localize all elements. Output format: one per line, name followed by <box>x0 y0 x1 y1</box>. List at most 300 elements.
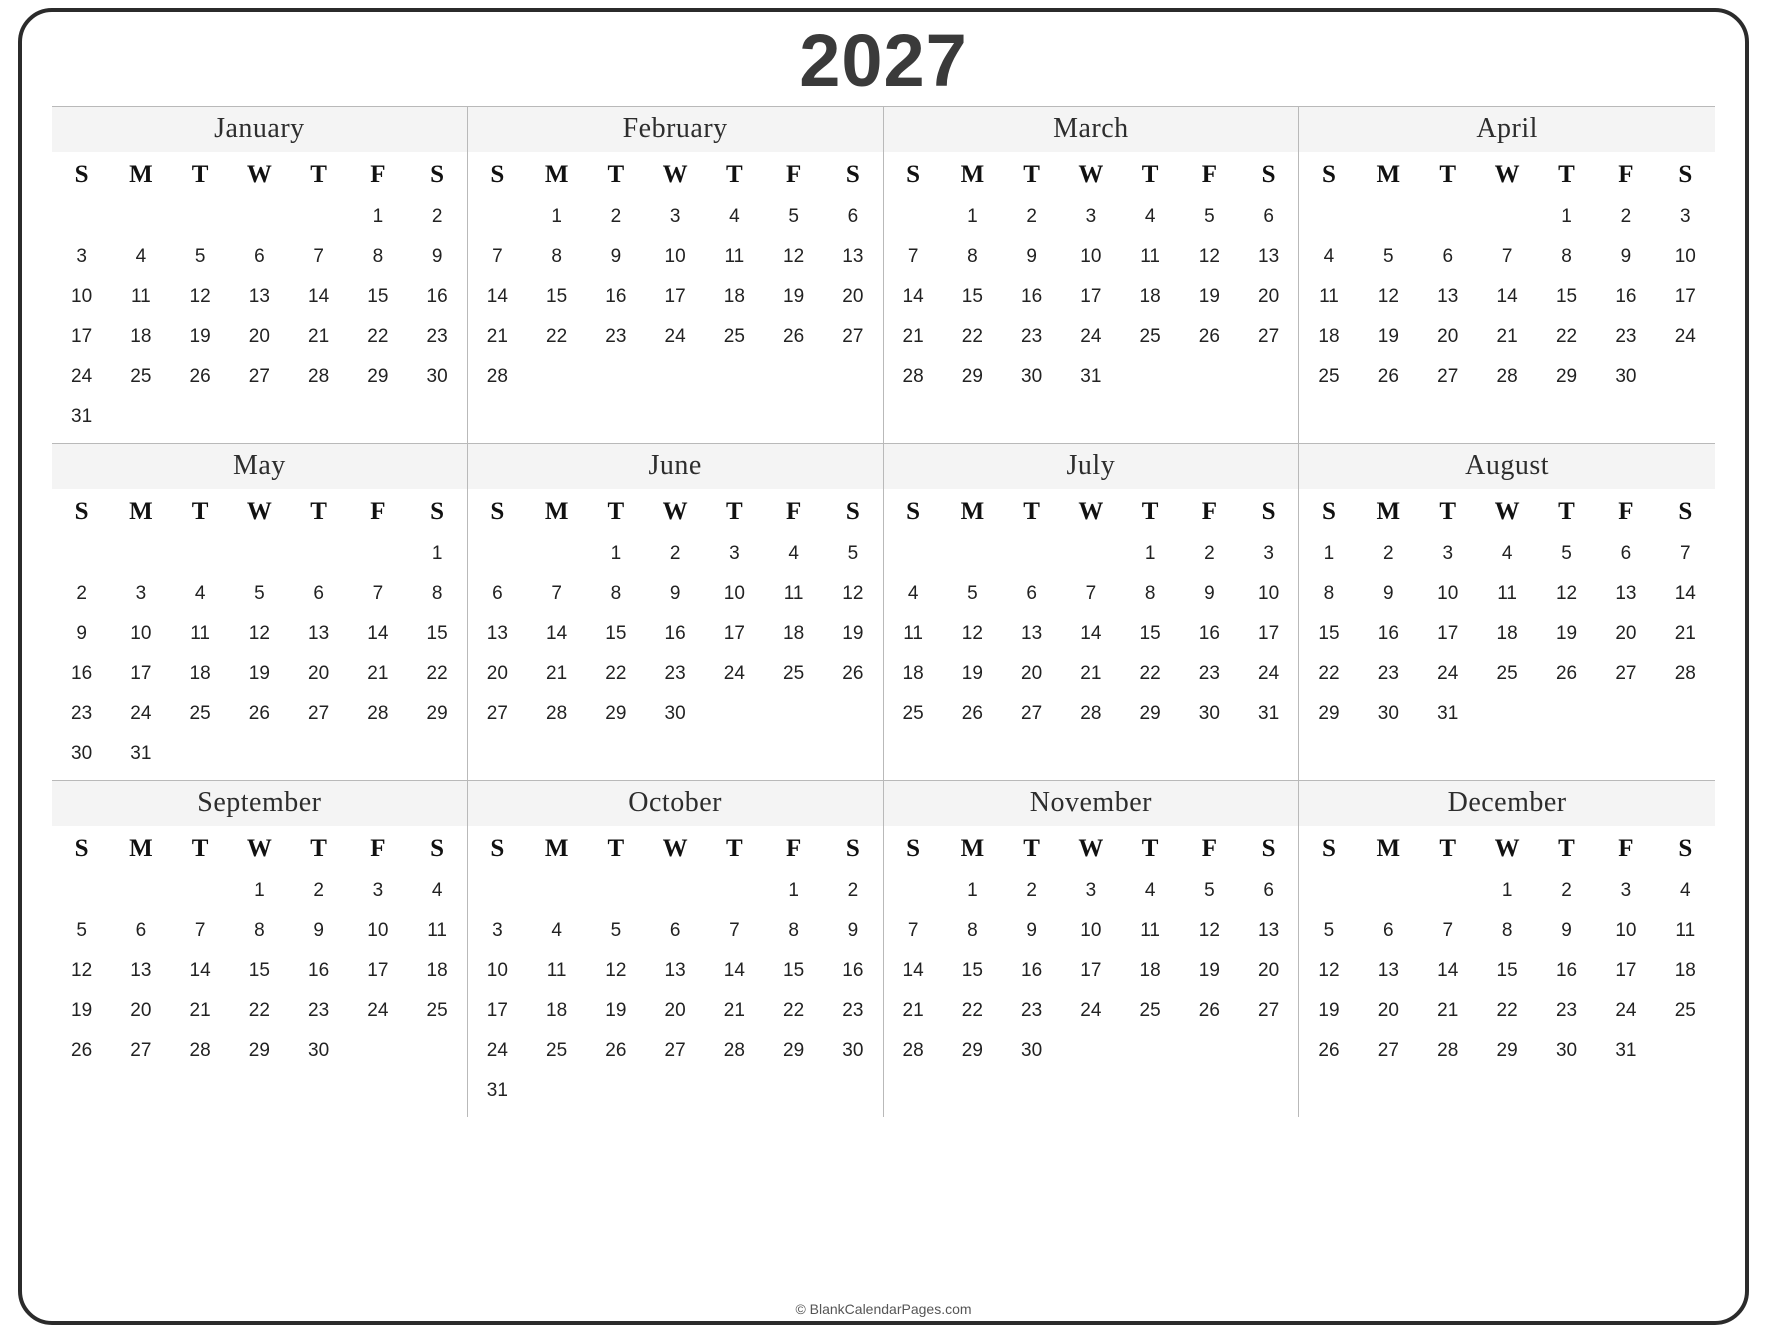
day-cell[interactable]: 5 <box>847 542 859 564</box>
day-cell[interactable]: 11 <box>546 959 567 981</box>
day-cell[interactable]: 17 <box>1080 959 1102 981</box>
day-cell[interactable]: 28 <box>1674 662 1696 684</box>
day-cell[interactable]: 1 <box>967 205 978 227</box>
day-cell[interactable]: 17 <box>1674 285 1696 307</box>
day-cell[interactable]: 13 <box>664 959 686 981</box>
day-cell[interactable]: 20 <box>130 999 152 1021</box>
day-cell[interactable]: 4 <box>729 205 740 227</box>
day-cell[interactable]: 17 <box>367 959 389 981</box>
day-cell[interactable]: 16 <box>664 622 686 644</box>
day-cell[interactable]: 4 <box>1144 879 1156 901</box>
day-cell[interactable]: 28 <box>546 702 568 724</box>
day-cell[interactable]: 30 <box>1198 702 1220 724</box>
day-cell[interactable]: 5 <box>254 582 265 604</box>
day-cell[interactable]: 2 <box>1204 542 1215 564</box>
day-cell[interactable]: 6 <box>1442 245 1454 267</box>
day-cell[interactable]: 28 <box>1437 1039 1459 1061</box>
day-cell[interactable]: 27 <box>1258 999 1280 1021</box>
day-cell[interactable]: 24 <box>723 662 745 684</box>
day-cell[interactable]: 25 <box>723 325 745 347</box>
day-cell[interactable]: 19 <box>842 622 864 644</box>
day-cell[interactable]: 17 <box>1615 959 1637 981</box>
day-cell[interactable]: 20 <box>1437 325 1459 347</box>
day-cell[interactable]: 23 <box>664 662 686 684</box>
day-cell[interactable]: 26 <box>189 365 211 387</box>
day-cell[interactable]: 9 <box>1026 919 1037 941</box>
day-cell[interactable]: 1 <box>372 205 384 227</box>
day-cell[interactable]: 18 <box>546 999 568 1021</box>
day-cell[interactable]: 22 <box>367 325 389 347</box>
day-cell[interactable]: 14 <box>486 285 508 307</box>
day-cell[interactable]: 11 <box>724 245 745 267</box>
day-cell[interactable]: 30 <box>1555 1039 1578 1061</box>
day-cell[interactable]: 3 <box>76 245 87 267</box>
day-cell[interactable]: 10 <box>71 285 93 307</box>
day-cell[interactable]: 6 <box>254 245 265 267</box>
day-cell[interactable]: 27 <box>1615 662 1637 684</box>
day-cell[interactable]: 10 <box>367 919 389 941</box>
day-cell[interactable]: 14 <box>367 622 389 644</box>
day-cell[interactable]: 23 <box>842 999 864 1021</box>
day-cell[interactable]: 8 <box>431 582 443 604</box>
day-cell[interactable]: 5 <box>1204 205 1215 227</box>
day-cell[interactable]: 3 <box>1085 205 1097 227</box>
day-cell[interactable]: 1 <box>1561 205 1572 227</box>
day-cell[interactable]: 14 <box>902 959 924 981</box>
day-cell[interactable]: 20 <box>308 662 330 684</box>
day-cell[interactable]: 27 <box>130 1039 152 1061</box>
day-cell[interactable]: 29 <box>1318 702 1340 724</box>
day-cell[interactable]: 14 <box>308 285 330 307</box>
day-cell[interactable]: 29 <box>961 1039 983 1061</box>
day-cell[interactable]: 19 <box>961 662 983 684</box>
day-cell[interactable]: 2 <box>1026 205 1037 227</box>
day-cell[interactable]: 13 <box>308 622 330 644</box>
day-cell[interactable]: 8 <box>967 245 978 267</box>
day-cell[interactable]: 6 <box>1383 919 1394 941</box>
day-cell[interactable]: 22 <box>546 325 568 347</box>
day-cell[interactable]: 25 <box>783 662 805 684</box>
day-cell[interactable]: 11 <box>131 285 151 307</box>
day-cell[interactable]: 17 <box>664 285 686 307</box>
day-cell[interactable]: 11 <box>1140 919 1160 941</box>
day-cell[interactable]: 9 <box>76 622 87 644</box>
day-cell[interactable]: 5 <box>1383 245 1394 267</box>
day-cell[interactable]: 19 <box>605 999 627 1021</box>
day-cell[interactable]: 1 <box>551 205 562 227</box>
day-cell[interactable]: 7 <box>551 582 562 604</box>
day-cell[interactable]: 26 <box>783 325 805 347</box>
day-cell[interactable]: 3 <box>1442 542 1454 564</box>
day-cell[interactable]: 10 <box>1674 245 1696 267</box>
day-cell[interactable]: 6 <box>135 919 147 941</box>
day-cell[interactable]: 19 <box>248 662 270 684</box>
day-cell[interactable]: 18 <box>1496 622 1518 644</box>
day-cell[interactable]: 25 <box>130 365 152 387</box>
day-cell[interactable]: 30 <box>1615 365 1637 387</box>
day-cell[interactable]: 22 <box>426 662 448 684</box>
day-cell[interactable]: 30 <box>1021 1039 1043 1061</box>
day-cell[interactable]: 13 <box>248 285 270 307</box>
day-cell[interactable]: 29 <box>367 365 389 387</box>
day-cell[interactable]: 23 <box>1021 999 1043 1021</box>
day-cell[interactable]: 5 <box>1204 879 1215 901</box>
day-cell[interactable]: 26 <box>961 702 983 724</box>
day-cell[interactable]: 22 <box>961 999 983 1021</box>
day-cell[interactable]: 27 <box>664 1039 686 1061</box>
day-cell[interactable]: 13 <box>486 622 508 644</box>
day-cell[interactable]: 28 <box>723 1039 745 1061</box>
day-cell[interactable]: 16 <box>1198 622 1220 644</box>
day-cell[interactable]: 27 <box>1021 702 1043 724</box>
day-cell[interactable]: 30 <box>426 365 448 387</box>
day-cell[interactable]: 7 <box>313 245 324 267</box>
day-cell[interactable]: 2 <box>431 205 443 227</box>
day-cell[interactable]: 6 <box>669 919 681 941</box>
day-cell[interactable]: 6 <box>1263 205 1274 227</box>
day-cell[interactable]: 27 <box>486 702 508 724</box>
day-cell[interactable]: 1 <box>254 879 265 901</box>
day-cell[interactable]: 3 <box>135 582 147 604</box>
day-cell[interactable]: 17 <box>130 662 152 684</box>
day-cell[interactable]: 3 <box>492 919 503 941</box>
day-cell[interactable]: 25 <box>1318 365 1340 387</box>
day-cell[interactable]: 7 <box>492 245 503 267</box>
day-cell[interactable]: 21 <box>1437 999 1459 1021</box>
day-cell[interactable]: 11 <box>903 622 923 644</box>
day-cell[interactable]: 2 <box>610 205 622 227</box>
day-cell[interactable]: 8 <box>1323 582 1335 604</box>
day-cell[interactable]: 31 <box>71 405 93 427</box>
day-cell[interactable]: 19 <box>1198 959 1220 981</box>
day-cell[interactable]: 15 <box>546 285 568 307</box>
day-cell[interactable]: 21 <box>486 325 508 347</box>
day-cell[interactable]: 7 <box>372 582 384 604</box>
day-cell[interactable]: 3 <box>729 542 740 564</box>
day-cell[interactable]: 2 <box>1383 542 1394 564</box>
day-cell[interactable]: 22 <box>1496 999 1518 1021</box>
day-cell[interactable]: 20 <box>1615 622 1637 644</box>
day-cell[interactable]: 15 <box>1555 285 1578 307</box>
day-cell[interactable]: 5 <box>1561 542 1572 564</box>
day-cell[interactable]: 20 <box>1377 999 1399 1021</box>
day-cell[interactable]: 15 <box>426 622 448 644</box>
day-cell[interactable]: 14 <box>1496 285 1518 307</box>
day-cell[interactable]: 23 <box>426 325 448 347</box>
day-cell[interactable]: 9 <box>1620 245 1632 267</box>
day-cell[interactable]: 20 <box>486 662 508 684</box>
day-cell[interactable]: 25 <box>902 702 924 724</box>
day-cell[interactable]: 28 <box>902 1039 924 1061</box>
day-cell[interactable]: 16 <box>605 285 627 307</box>
day-cell[interactable]: 19 <box>1555 622 1578 644</box>
day-cell[interactable]: 21 <box>1496 325 1518 347</box>
day-cell[interactable]: 12 <box>248 622 270 644</box>
day-cell[interactable]: 15 <box>1496 959 1518 981</box>
day-cell[interactable]: 2 <box>847 879 859 901</box>
day-cell[interactable]: 26 <box>1377 365 1399 387</box>
day-cell[interactable]: 4 <box>1144 205 1156 227</box>
day-cell[interactable]: 25 <box>1496 662 1518 684</box>
day-cell[interactable]: 28 <box>486 365 508 387</box>
day-cell[interactable]: 26 <box>605 1039 627 1061</box>
day-cell[interactable]: 3 <box>1085 879 1097 901</box>
day-cell[interactable]: 10 <box>1437 582 1459 604</box>
day-cell[interactable]: 3 <box>1263 542 1274 564</box>
day-cell[interactable]: 24 <box>486 1039 508 1061</box>
day-cell[interactable]: 9 <box>610 245 622 267</box>
day-cell[interactable]: 12 <box>961 622 983 644</box>
day-cell[interactable]: 25 <box>426 999 448 1021</box>
day-cell[interactable]: 17 <box>71 325 93 347</box>
day-cell[interactable]: 6 <box>492 582 503 604</box>
day-cell[interactable]: 7 <box>1442 919 1454 941</box>
day-cell[interactable]: 31 <box>130 742 152 764</box>
day-cell[interactable]: 15 <box>605 622 627 644</box>
day-cell[interactable]: 20 <box>842 285 864 307</box>
day-cell[interactable]: 20 <box>664 999 686 1021</box>
day-cell[interactable]: 18 <box>1139 285 1161 307</box>
day-cell[interactable]: 10 <box>486 959 508 981</box>
day-cell[interactable]: 8 <box>610 582 622 604</box>
day-cell[interactable]: 30 <box>1021 365 1043 387</box>
day-cell[interactable]: 16 <box>1021 285 1043 307</box>
day-cell[interactable]: 10 <box>1080 919 1102 941</box>
day-cell[interactable]: 24 <box>664 325 686 347</box>
day-cell[interactable]: 12 <box>1555 582 1578 604</box>
day-cell[interactable]: 30 <box>842 1039 864 1061</box>
day-cell[interactable]: 10 <box>1615 919 1637 941</box>
day-cell[interactable]: 11 <box>1140 245 1160 267</box>
day-cell[interactable]: 13 <box>1021 622 1043 644</box>
day-cell[interactable]: 6 <box>1263 879 1274 901</box>
day-cell[interactable]: 11 <box>1497 582 1517 604</box>
day-cell[interactable]: 15 <box>1139 622 1161 644</box>
day-cell[interactable]: 25 <box>1139 999 1161 1021</box>
day-cell[interactable]: 10 <box>723 582 745 604</box>
day-cell[interactable]: 19 <box>783 285 805 307</box>
day-cell[interactable]: 28 <box>902 365 924 387</box>
day-cell[interactable]: 21 <box>546 662 568 684</box>
day-cell[interactable]: 11 <box>1675 919 1696 941</box>
day-cell[interactable]: 21 <box>367 662 389 684</box>
day-cell[interactable]: 21 <box>902 999 924 1021</box>
day-cell[interactable]: 9 <box>847 919 859 941</box>
day-cell[interactable]: 27 <box>842 325 864 347</box>
day-cell[interactable]: 17 <box>1080 285 1102 307</box>
day-cell[interactable]: 2 <box>669 542 681 564</box>
day-cell[interactable]: 3 <box>1680 205 1691 227</box>
day-cell[interactable]: 24 <box>1080 325 1102 347</box>
day-cell[interactable]: 22 <box>248 999 270 1021</box>
day-cell[interactable]: 29 <box>426 702 448 724</box>
day-cell[interactable]: 8 <box>254 919 265 941</box>
day-cell[interactable]: 9 <box>1383 582 1394 604</box>
day-cell[interactable]: 19 <box>189 325 211 347</box>
day-cell[interactable]: 18 <box>723 285 745 307</box>
day-cell[interactable]: 4 <box>1323 245 1335 267</box>
day-cell[interactable]: 27 <box>1258 325 1280 347</box>
day-cell[interactable]: 28 <box>367 702 389 724</box>
day-cell[interactable]: 1 <box>431 542 443 564</box>
day-cell[interactable]: 17 <box>1437 622 1459 644</box>
day-cell[interactable]: 16 <box>842 959 864 981</box>
day-cell[interactable]: 31 <box>1437 702 1459 724</box>
day-cell[interactable]: 20 <box>1021 662 1043 684</box>
day-cell[interactable]: 17 <box>723 622 745 644</box>
day-cell[interactable]: 24 <box>1258 662 1280 684</box>
day-cell[interactable]: 17 <box>1258 622 1280 644</box>
day-cell[interactable]: 25 <box>1139 325 1161 347</box>
day-cell[interactable]: 29 <box>248 1039 270 1061</box>
day-cell[interactable]: 17 <box>486 999 508 1021</box>
day-cell[interactable]: 5 <box>967 582 978 604</box>
day-cell[interactable]: 15 <box>783 959 805 981</box>
day-cell[interactable]: 30 <box>71 742 93 764</box>
day-cell[interactable]: 29 <box>961 365 983 387</box>
day-cell[interactable]: 23 <box>1021 325 1043 347</box>
day-cell[interactable]: 8 <box>1501 919 1513 941</box>
day-cell[interactable]: 8 <box>1144 582 1156 604</box>
day-cell[interactable]: 21 <box>723 999 745 1021</box>
day-cell[interactable]: 29 <box>1555 365 1578 387</box>
day-cell[interactable]: 25 <box>189 702 211 724</box>
day-cell[interactable]: 9 <box>431 245 443 267</box>
day-cell[interactable]: 18 <box>1318 325 1340 347</box>
day-cell[interactable]: 13 <box>1437 285 1459 307</box>
day-cell[interactable]: 26 <box>1555 662 1578 684</box>
day-cell[interactable]: 7 <box>1680 542 1691 564</box>
day-cell[interactable]: 24 <box>1615 999 1637 1021</box>
day-cell[interactable]: 19 <box>71 999 93 1021</box>
day-cell[interactable]: 23 <box>1555 999 1578 1021</box>
day-cell[interactable]: 13 <box>1258 245 1280 267</box>
day-cell[interactable]: 12 <box>189 285 211 307</box>
day-cell[interactable]: 29 <box>783 1039 805 1061</box>
day-cell[interactable]: 4 <box>135 245 147 267</box>
day-cell[interactable]: 11 <box>783 582 804 604</box>
day-cell[interactable]: 11 <box>1319 285 1339 307</box>
day-cell[interactable]: 18 <box>783 622 805 644</box>
day-cell[interactable]: 31 <box>486 1079 508 1101</box>
day-cell[interactable]: 8 <box>967 919 978 941</box>
day-cell[interactable]: 14 <box>189 959 211 981</box>
day-cell[interactable]: 12 <box>842 582 864 604</box>
day-cell[interactable]: 2 <box>1561 879 1572 901</box>
day-cell[interactable]: 7 <box>907 919 919 941</box>
day-cell[interactable]: 1 <box>967 879 978 901</box>
day-cell[interactable]: 27 <box>308 702 330 724</box>
day-cell[interactable]: 23 <box>605 325 627 347</box>
day-cell[interactable]: 24 <box>1437 662 1459 684</box>
day-cell[interactable]: 10 <box>664 245 686 267</box>
day-cell[interactable]: 12 <box>783 245 805 267</box>
day-cell[interactable]: 4 <box>788 542 799 564</box>
day-cell[interactable]: 7 <box>907 245 919 267</box>
day-cell[interactable]: 14 <box>546 622 568 644</box>
day-cell[interactable]: 22 <box>605 662 627 684</box>
day-cell[interactable]: 18 <box>426 959 448 981</box>
day-cell[interactable]: 4 <box>907 582 919 604</box>
day-cell[interactable]: 23 <box>308 999 330 1021</box>
day-cell[interactable]: 9 <box>669 582 681 604</box>
day-cell[interactable]: 9 <box>1561 919 1572 941</box>
day-cell[interactable]: 6 <box>1026 582 1037 604</box>
day-cell[interactable]: 14 <box>1674 582 1696 604</box>
day-cell[interactable]: 5 <box>610 919 622 941</box>
day-cell[interactable]: 22 <box>1555 325 1578 347</box>
day-cell[interactable]: 4 <box>194 582 206 604</box>
day-cell[interactable]: 19 <box>1377 325 1399 347</box>
day-cell[interactable]: 9 <box>313 919 324 941</box>
day-cell[interactable]: 2 <box>1026 879 1037 901</box>
day-cell[interactable]: 21 <box>1674 622 1696 644</box>
day-cell[interactable]: 28 <box>189 1039 211 1061</box>
day-cell[interactable]: 24 <box>1674 325 1696 347</box>
day-cell[interactable]: 14 <box>1437 959 1459 981</box>
day-cell[interactable]: 16 <box>308 959 330 981</box>
day-cell[interactable]: 30 <box>1377 702 1399 724</box>
day-cell[interactable]: 22 <box>1318 662 1340 684</box>
day-cell[interactable]: 28 <box>308 365 330 387</box>
day-cell[interactable]: 18 <box>1139 959 1161 981</box>
day-cell[interactable]: 3 <box>372 879 384 901</box>
day-cell[interactable]: 8 <box>788 919 799 941</box>
day-cell[interactable]: 4 <box>431 879 443 901</box>
day-cell[interactable]: 31 <box>1258 702 1280 724</box>
day-cell[interactable]: 4 <box>551 919 562 941</box>
day-cell[interactable]: 16 <box>1615 285 1637 307</box>
day-cell[interactable]: 9 <box>1026 245 1037 267</box>
day-cell[interactable]: 6 <box>847 205 859 227</box>
day-cell[interactable]: 7 <box>729 919 740 941</box>
day-cell[interactable]: 26 <box>1198 325 1220 347</box>
day-cell[interactable]: 13 <box>842 245 864 267</box>
day-cell[interactable]: 5 <box>76 919 87 941</box>
day-cell[interactable]: 13 <box>130 959 152 981</box>
day-cell[interactable]: 15 <box>961 285 983 307</box>
day-cell[interactable]: 16 <box>1377 622 1399 644</box>
day-cell[interactable]: 31 <box>1615 1039 1637 1061</box>
day-cell[interactable]: 16 <box>71 662 93 684</box>
day-cell[interactable]: 25 <box>1674 999 1696 1021</box>
day-cell[interactable]: 5 <box>194 245 206 267</box>
day-cell[interactable]: 23 <box>71 702 93 724</box>
day-cell[interactable]: 22 <box>961 325 983 347</box>
day-cell[interactable]: 21 <box>1080 662 1102 684</box>
day-cell[interactable]: 15 <box>248 959 270 981</box>
day-cell[interactable]: 1 <box>1501 879 1513 901</box>
day-cell[interactable]: 27 <box>248 365 270 387</box>
day-cell[interactable]: 8 <box>372 245 384 267</box>
day-cell[interactable]: 15 <box>961 959 983 981</box>
day-cell[interactable]: 8 <box>1561 245 1572 267</box>
day-cell[interactable]: 18 <box>1674 959 1696 981</box>
day-cell[interactable]: 25 <box>546 1039 568 1061</box>
day-cell[interactable]: 29 <box>1496 1039 1518 1061</box>
day-cell[interactable]: 18 <box>902 662 924 684</box>
day-cell[interactable]: 24 <box>1080 999 1102 1021</box>
day-cell[interactable]: 12 <box>1377 285 1399 307</box>
day-cell[interactable]: 12 <box>71 959 93 981</box>
day-cell[interactable]: 20 <box>1258 959 1280 981</box>
day-cell[interactable]: 30 <box>308 1039 330 1061</box>
day-cell[interactable]: 1 <box>788 879 799 901</box>
day-cell[interactable]: 1 <box>610 542 622 564</box>
day-cell[interactable]: 26 <box>71 1039 93 1061</box>
day-cell[interactable]: 15 <box>367 285 389 307</box>
day-cell[interactable]: 26 <box>248 702 270 724</box>
